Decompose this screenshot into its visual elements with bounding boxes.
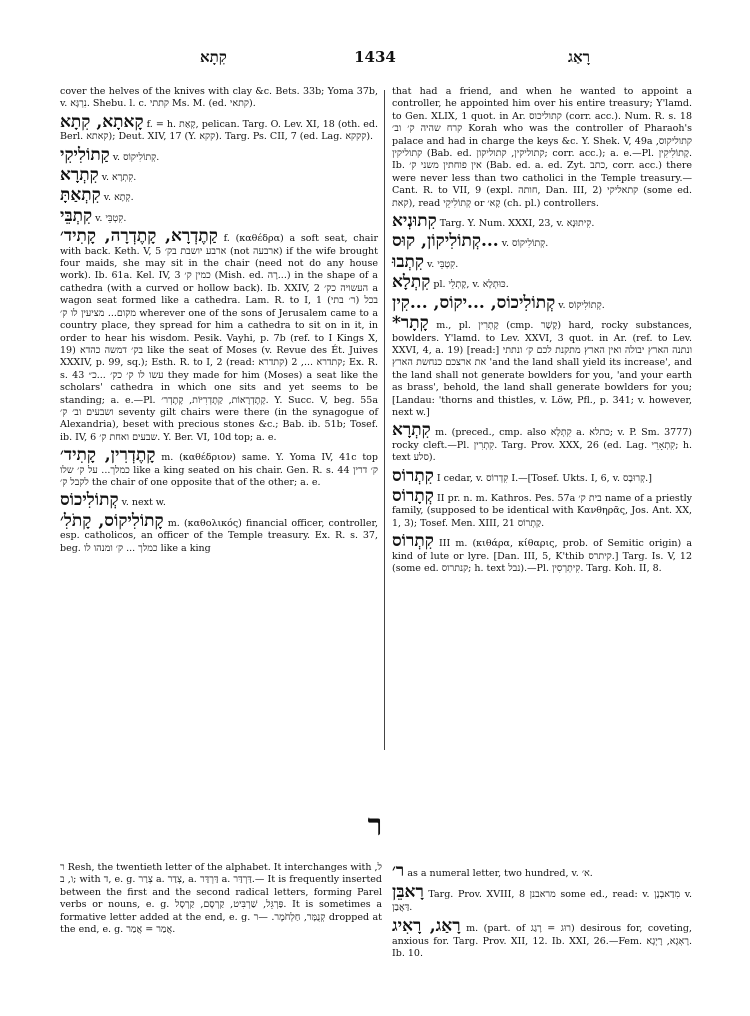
entry-text: v. קְתוֹלִיקוֹס. xyxy=(558,299,605,311)
entry-text: v. קִטְבֵּי. xyxy=(427,258,459,270)
entry-text: m. (part. of רוּג = רָגַג) desirous for, coveting, anxious for. Targ. Prov. XII, 12. Ib. XXI, 26.—Fem. רָאְגָא, רָיְגָא. Ib. 10. xyxy=(392,923,692,960)
dictionary-entry xyxy=(60,166,378,184)
page-header xyxy=(60,48,690,70)
entry-headword: קַתוֹלִיקִי xyxy=(60,144,110,165)
dictionary-entry xyxy=(60,146,378,164)
dictionary-entry xyxy=(392,314,692,419)
entry-headword: קַתֶדְרָא, קָתֶדְרָה, קָתִיד׳ xyxy=(60,226,218,247)
bottom-right-column xyxy=(392,862,692,963)
dictionary-entry xyxy=(392,86,692,210)
right-column xyxy=(392,86,692,577)
entry-text: I cedar, v. קִדְרוֹס I.—[Tosef. Ukts. I, 6, v. קְרוּבָס.] xyxy=(436,472,652,484)
dictionary-entry xyxy=(392,421,692,464)
entry-text: m. (preced., cmp. also קִתְלָא a. כתלא; v. P. Sm. 3777) rocky cleft.—Pl. קִתְרִין. Targ. Prov. XXX, 26 (ed. Lag. קִתְאָרֵי; h. text סלע). xyxy=(392,427,692,464)
dictionary-entry xyxy=(392,253,692,271)
entry-text: v. קְתוֹלִיקוֹס. xyxy=(501,238,549,250)
entry-headword: קִתְרָא xyxy=(392,420,431,441)
entry-text: m., pl. קָתְרִין (cmp. קָשָׁר) hard, rocky substances, bowlders. Y'lamd. to Lev. XXVI, 3 quot. in Ar. (ref. to Lev. XXVI, 4, a. 19) [read:] ונתנה הארץ יבולה ואין הארץ מתקנת לכם ק׳ ונתתי את ארצכם כנחשת הארץ 'and the land shall yield its increase', and the land shall not generate bowlders for you, 'and your earth as brass', behold, the land shall generate bowlders for you; [Landau: 'thorns and thistles, v. Löw, Pfl., p. 341; v. however, next w.] xyxy=(392,320,692,418)
dictionary-entry xyxy=(392,883,692,914)
entry-headword: קִתְבֵּי xyxy=(60,205,93,226)
entry-headword: רָאבֵּן xyxy=(392,882,424,903)
entry-text: pl. קָתְלֵי, v. כּוּתְלָא. xyxy=(433,279,509,291)
entry-text: f. (καθέδρα) a soft seat, chair with back. Keth. V, 5 ארבע יושבת בק׳ (not ארבעה) if the wife brought four maids, she may sit in the chair (need not do any house work). Ib. 61a. Kel. IV, 3 כמין ק׳ (Mish. ed. רָה...) in the shape of a cathedra (with a curved or hollow back). Ib. XXIV, 2 העשויה כק׳ a wagon seat formed like a cathedra. Lam. R. to I, 1 (ר׳ בתי) בכל מקום... מציעין לו ק׳ wherever one of the sons of Jerusalem came to a country place, they spread for him a cathedra to sit on in it, in order to hear his wisdom. Pesik. Vayhi, p. 7b (ref. to I Kings X, 19) בק׳ דמשה כהדא like the seat of Moses (v. Revue des Ét. Juives XXXIV, p. 99, sq.); Esth. R. to I, 2 (read: קתדרא) קתדרא ..., 2; Ex. R. s. 43 עשו לו ק׳ כק׳ ...כ״ they made for him (Moses) a seat like the scholars' cathedra in which one sits and yet seems to be standing; a. e.—Pl. קָתֶדְרָאוֹת, קַתֶדְרִיּוֹת, קָתֶדְר׳. Y. Succ. V, beg. 55a ושבעים וב׳ ק׳ seventy gilt chairs were there (in the synagogue of Alexandria), beset with precious stones &c.; Bab. ib. 51b; Tosef. ib. IV, 6 שבעים ואחת ק׳. Y. Ber. VI, 10d top; a. e. xyxy=(60,233,379,443)
dictionary-entry xyxy=(60,512,378,555)
dictionary-entry xyxy=(392,487,692,530)
entry-headword: קִתְרוֹס xyxy=(392,465,434,486)
entry-text: v. קִתְרָא. xyxy=(101,172,137,184)
resh-intro: ר Resh, the twentieth letter of the alphabet. It interchanges with ל, ו, ב; with ד, e. g. צְרַר a. צְדַר, a. דַּרְדַּר a. דַּרְדַּר.— It is frequently inserted between the first and the second radical letters, forming Parel verbs or nouns, e. g. פַּרְגֵּל, שַׁרְבִּיט, קַרְסָם, קַרְסָל. It is sometimes a formative letter added at the end, e. g. קְנֻמָּר, חַלְחֹמֶר. —ר dropped at the end, e. g. אֲמַר = אֲמַר. xyxy=(60,862,383,936)
entry-headword: *קָתָר xyxy=(392,313,429,334)
entry-headword: קִתְלָא xyxy=(392,272,431,293)
entry-text: as a numeral letter, two hundred, v. א׳. xyxy=(407,868,593,879)
entry-text: m. (καθολικός) financial officer, controller, esp. catholicos, an officer of the Temple treasury. Ex. R. s. 37, beg. כמלך ... ק׳ ומנהו לו like a king xyxy=(60,517,378,554)
header-left-word: קִתָא xyxy=(200,48,227,66)
entry-headword: קְתוֹלִיכוֹס xyxy=(60,490,119,511)
entry-headword: ר׳ xyxy=(392,861,405,881)
entry-headword: קִתְאַתָּ xyxy=(60,185,101,206)
header-right-word: רָאַג xyxy=(568,48,590,66)
entry-headword: קִתְרוֹס xyxy=(392,531,434,552)
dictionary-entry xyxy=(392,273,692,291)
dictionary-entry xyxy=(60,491,378,509)
entry-text: Targ. Prov. XVIII, 8 מראבנן some ed., read: v. מִדַאבְנָן v. דַּאֲבַן. xyxy=(392,889,693,913)
entry-text: cover the helves of the knives with clay &c. Bets. 33b; Yoma 37b, v. נִרְגָּא. Shebu. l. c. קתתי Ms. M. (ed. קתאי). xyxy=(60,86,378,110)
dictionary-entry xyxy=(60,186,378,204)
dictionary-entry xyxy=(392,232,692,250)
dictionary-entry xyxy=(392,532,692,575)
entry-text: III m. (κιθάρα, κίθαρις, prob. of Semitic origin) a kind of lute or lyre. [Dan. III, 5, K'thib קיתרס.] Targ. Is. V, 12 (some ed. קנתרוס; h. text נבל).—Pl. קִיתְרְסִין. Targ. Koh. II, 8. xyxy=(392,538,692,574)
entry-text: v. קְתוֹלִיקוֹס. xyxy=(112,151,160,163)
dictionary-entry xyxy=(392,467,692,485)
column-divider xyxy=(384,90,385,750)
entry-text: m. (καθέδριον) same. Y. Yoma IV, 41c top כמלך... על ק׳ שלו like a king seated on his chair. Gen. R. s. 44 ק׳ דרין לקבל ק׳ the chair of one opposite that of the other; a. e. xyxy=(60,452,379,488)
dictionary-entry xyxy=(392,862,692,880)
bottom-left-column xyxy=(60,862,382,936)
entry-headword: קָתֶדְרִין, קָתִיד׳ xyxy=(60,445,156,466)
entry-headword: קְתוֹלִיכוֹס, ...יקוֹס, ...קִין xyxy=(392,292,556,313)
dictionary-entry xyxy=(392,917,692,960)
dictionary-entry xyxy=(392,212,692,230)
dictionary-entry xyxy=(60,113,378,144)
entry-text: Targ. Y. Num. XXXI, 23, v. קִיתוּנָא. xyxy=(439,218,595,230)
entry-headword: רָאַג, רָאִיג xyxy=(392,916,461,937)
section-letter: ר xyxy=(367,808,383,843)
dictionary-entry xyxy=(60,446,378,489)
entry-text: f. = h. קָאַת, pelican. Targ. O. Lev. XI, 18 (oth. ed. Berl. קאתא); Deut. XIV, 17 (Y. קקא). Targ. Ps. CII, 7 (ed. Lag. קקקא). xyxy=(60,118,378,143)
entry-text: II pr. n. m. Kathros. Pes. 57a בית ק׳ name of a priestly family, (supposed to be identical with Κανθηρᾶς, Jos. Ant. XX, 1, 3); Tosef. Men. XIII, 21 קַתְרוֹס. xyxy=(392,492,692,529)
page-number: 1434 xyxy=(354,48,396,66)
entry-headword: קָאתָא, קִתָא xyxy=(60,111,144,132)
left-column xyxy=(60,86,378,557)
entry-text: v. קִטְבֵּי. xyxy=(95,212,127,224)
entry-text: v. next w. xyxy=(121,497,166,509)
entry-text: v. קְתָא. xyxy=(103,192,134,204)
entry-headword: קִתְבוּ xyxy=(392,251,425,272)
entry-headword: קְתוֹלִיקוֹן, קוּס... xyxy=(392,231,499,252)
entry-headword: קְתָרוֹס xyxy=(392,485,434,506)
entry-headword: קִתוּנְיא xyxy=(392,211,437,232)
dictionary-entry xyxy=(60,227,378,444)
entry-headword: קָתוֹלִיקוֹס, קָתֹלִ׳ xyxy=(60,510,164,531)
entry-text: that had a friend, and when he wanted to appoint a controller, he appointed him over his entire treasury; Y'lamd. to Gen. XLIX, 1 quot. in Ar. קתוליכוס (corr. acc.). Num. R. s. 18 קרח שהיה ק׳ וב׳ Korah who was the controller of Pharaoh's palace and had in charge the keys &c. Y. Shek. V, 49a קתוליקוס, קתוליקין (Bab. ed. קתוליקין, קתוליקון; corr. acc.); a. e.—Pl. קָתוֹלִיקִין. Ib. אין פוחתין משני ק׳ (Bab. ed. a. ed. Zyt. כתב, corr. acc.) there were never less than two catholici in the Temple treasury.— Cant. R. to VII, 9 (expl. חותה, Dan. III, 2) קתאליקי (some ed. קאת), read קְתוֹלִיקֵי or קָא׳ (ch. pl.) controllers. xyxy=(392,86,693,209)
entry-headword: קִתְרָא xyxy=(60,165,99,186)
dictionary-entry xyxy=(60,86,378,111)
dictionary-entry xyxy=(60,207,378,225)
dictionary-entry xyxy=(392,294,692,312)
